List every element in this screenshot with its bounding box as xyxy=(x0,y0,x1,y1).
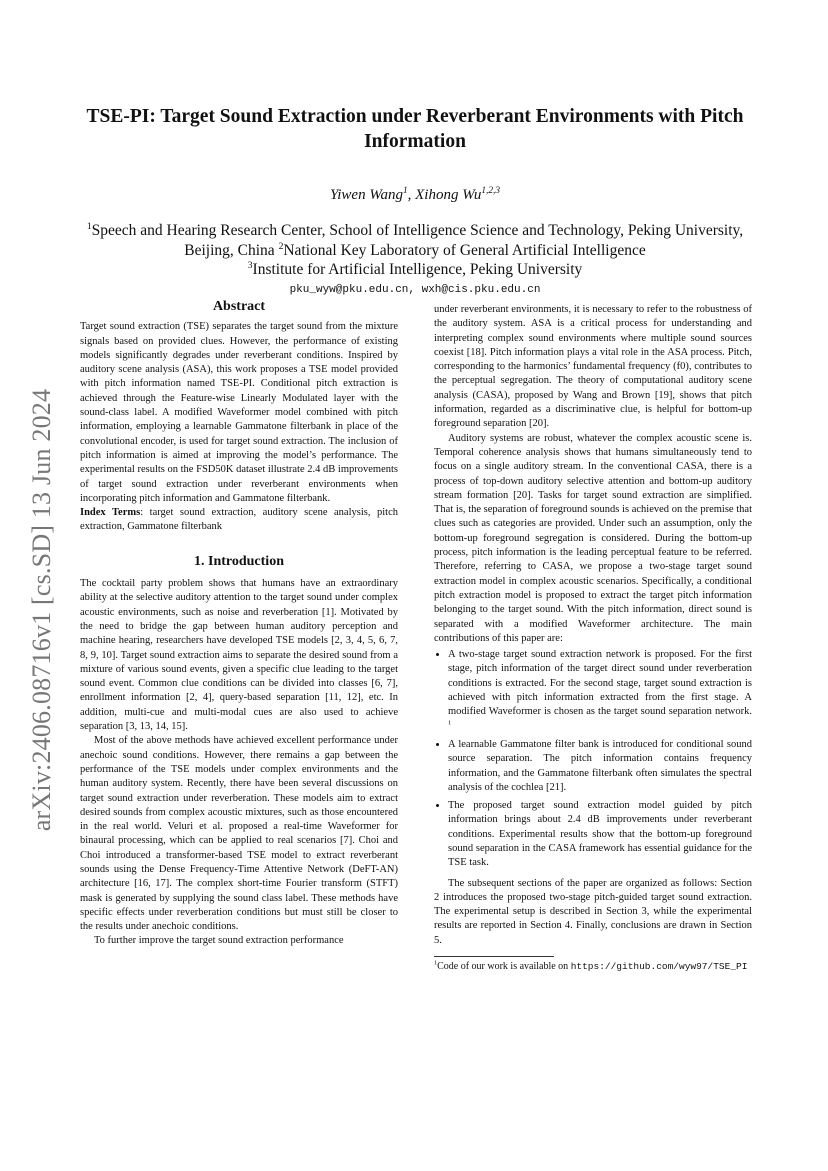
list-item xyxy=(448,738,752,795)
right-column xyxy=(434,303,752,973)
footnote-divider xyxy=(434,956,554,957)
author-emails: pku_wyw@pku.edu.cn, wxh@cis.pku.edu.cn xyxy=(289,284,541,296)
code-link[interactable]: https://github.com/wyw97/TSE_PI xyxy=(570,961,748,973)
body-paragraph: Auditory systems are robust, whatever the complex acoustic scene is. Temporal coherence analysis shows that humans simultaneously tend to focus on a single auditory stream. In the conventional CASA, there is a process of top-down auditory selective attention and bottom-up auditory stream formation [20]. Tasks for target sound extraction are simplified. That is, the separation of foreground sounds is achieved on the premise that clues such as categories are provided. Under such an assumption, only the bottom-up foreground segregation is considered. During the bottom-up process, pitch information is the leading perceptual feature to be referred. Therefore, referring to CASA, we propose a two-stage target sound extraction model in complex acoustic scenarios. Specifically, a conditional pitch extraction model is proposed to extract the target pitch information belonging to the target sound. With the pitch information, direct sound is separated with a modified Waveformer architecture. The main contributions of this paper are: xyxy=(434,432,752,644)
arxiv-id: arXiv:2406.08716v1 [cs.SD] 13 Jun 2024 xyxy=(27,388,56,832)
affiliation-2: National Key Laboratory of General Artificial Intelligence xyxy=(283,241,646,259)
affiliation-1: Speech and Hearing Research Center, School of Intelligence Science and Technology, Peking University, Beijing, China xyxy=(91,222,744,259)
index-terms-label: Index Terms xyxy=(80,507,141,519)
contributions-list xyxy=(434,648,752,870)
affil-sup: 2 xyxy=(278,240,284,252)
body-paragraph: Most of the above methods have achieved excellent performance under anechoic sound conditions. However, there remains a gap between the performance of the TSE models under complex environments and the human auditory system. Recently, there have been several discussions on target sound extraction under reverberation. These models aim to extract desired sounds from complex acoustic mixtures, such as those encountered in the real world. Veluri et al. proposed a real-time Waveformer for binaural processing, which can be applied to real scenarios [7]. Choi and Choi introduced a transformer-based TSE model to extract reverberant sounds using the Dense Frequency-Time Attentive Network (DeFT-AN) architecture [16, 17]. The complex short-time Fourier transform (STFT) mask is generated by supplying the sound class label. These methods have specific effects under reverberation conditions but must still be closer to the results under anechoic conditions. xyxy=(80,735,398,933)
footnote-text: Code of our work is available on xyxy=(437,961,571,973)
author-affil-sup: 1,2,3 xyxy=(481,186,500,196)
index-terms xyxy=(80,506,398,535)
author-affil-sup: 1 xyxy=(402,186,408,196)
left-column xyxy=(80,300,398,949)
author-sep: , xyxy=(407,187,416,203)
affil-sup: 1 xyxy=(86,220,92,232)
author-list xyxy=(70,187,760,204)
affil-sup: 3 xyxy=(247,259,253,271)
section-heading-introduction: 1. Introduction xyxy=(194,553,284,569)
arxiv-watermark xyxy=(22,370,62,850)
author-name: Xihong Wu xyxy=(415,187,482,203)
list-item xyxy=(448,799,752,870)
body-paragraph: The cocktail party problem shows that humans have an extraordinary ability at the selective auditory attention to the target sound under complex acoustic environments, such as noise and reverberation [1]. Motivated by the need to bridge the gap between human auditory perception and machine hearing, researchers have developed TSE models [2, 3, 4, 5, 6, 7, 8, 9, 10]. Target sound extraction aims to separate the desired sound from a mixture of various sound events, given a specific clue leading to the target sound event. Common clue conditions can be divided into classes [6, 7], enrollment information [2, 4], query-based separation [11, 12], etc. In addition, multi-cue and multi-modal cues are also used to achieve separation [3, 13, 14, 15]. xyxy=(80,578,398,733)
paper-title: TSE-PI: Target Sound Extraction under Reverberant Environments with Pitch Information xyxy=(86,106,744,152)
footnote-marker: 1 xyxy=(448,719,452,727)
author-name: Yiwen Wang xyxy=(330,187,403,203)
abstract-heading: Abstract xyxy=(212,299,266,314)
affiliation-3: Institute for Artificial Intelligence, Peking University xyxy=(252,261,583,278)
body-paragraph: The subsequent sections of the paper are organized as follows: Section 2 introduces the proposed two-stage pitch-guided target sound extraction. The experimental setup is described in Section 3, while the experimental results are reported in Section 4. Finally, conclusions are drawn in Section 5. xyxy=(434,877,752,946)
body-paragraph: under reverberant environments, it is necessary to refer to the robustness of the auditory system. ASA is a critical process for understanding and interpreting complex sound environments where multiple sound sources coexist [18]. Pitch information plays a vital role in the ASA process. Pitch, corresponding to the harmonics’ fundamental frequency (f0), contributes to the perceptual segregation. The theory of computational auditory scene analysis (CASA), proposed by Wang and Brown [19], shows that pitch information, regarded as a discriminative clue, is helpful for bottom-up foreground separation [20]. xyxy=(434,304,752,430)
abstract-text: Target sound extraction (TSE) separates the target sound from the mixture signals based on provided clues. However, the performance of existing models significantly degrades under reverberant conditions. Inspired by auditory scene analysis (ASA), this work proposes a TSE model provided with pitch information named TSE-PI. Conditional pitch extraction is achieved through the Feature-wise Linearly Modulated layer with the sound-class label. A modified Waveformer model combined with pitch information, employing a learnable Gammatone filterbank in place of the convolutional encoder, is used for target sound extraction. The inclusion of pitch information is aimed at improving the model’s performance. The experimental results on the FSD50K dataset illustrate 2.4 dB improvements of target sound extraction under reverberant environments when incorporating pitch information and Gammatone filterbank. xyxy=(80,321,398,504)
list-item xyxy=(448,648,752,734)
list-item-text: The proposed target sound extraction model guided by pitch information brings about 2.4 dB improvements under reverberant conditions. Experimental results show that the bottom-up foreground sound separation in the CASA framework has essential guidance for the TSE task. xyxy=(448,800,752,869)
index-terms-text: : target sound extraction, auditory scene analysis, pitch extraction, Gammatone filterbank xyxy=(80,507,399,533)
list-item-text: A learnable Gammatone filter bank is introduced for conditional sound source separation. The pitch information contains frequency information, and the Gammatone filterbank often simulates the spectral analysis of the cochlea [21]. xyxy=(448,738,752,793)
footnote xyxy=(434,960,752,973)
body-paragraph: To further improve the target sound extraction performance xyxy=(94,935,344,947)
affiliations xyxy=(70,221,760,280)
list-item-text: A two-stage target sound extraction network is proposed. For the first stage, pitch information of the target direct sound under reverberation conditions is extracted. For the second stage, target sound extraction is achieved with pitch information extracted from the first stage. A modified Waveformer is chosen as the target sound separation network. xyxy=(448,649,752,718)
footnote-sup: 1 xyxy=(434,959,438,967)
